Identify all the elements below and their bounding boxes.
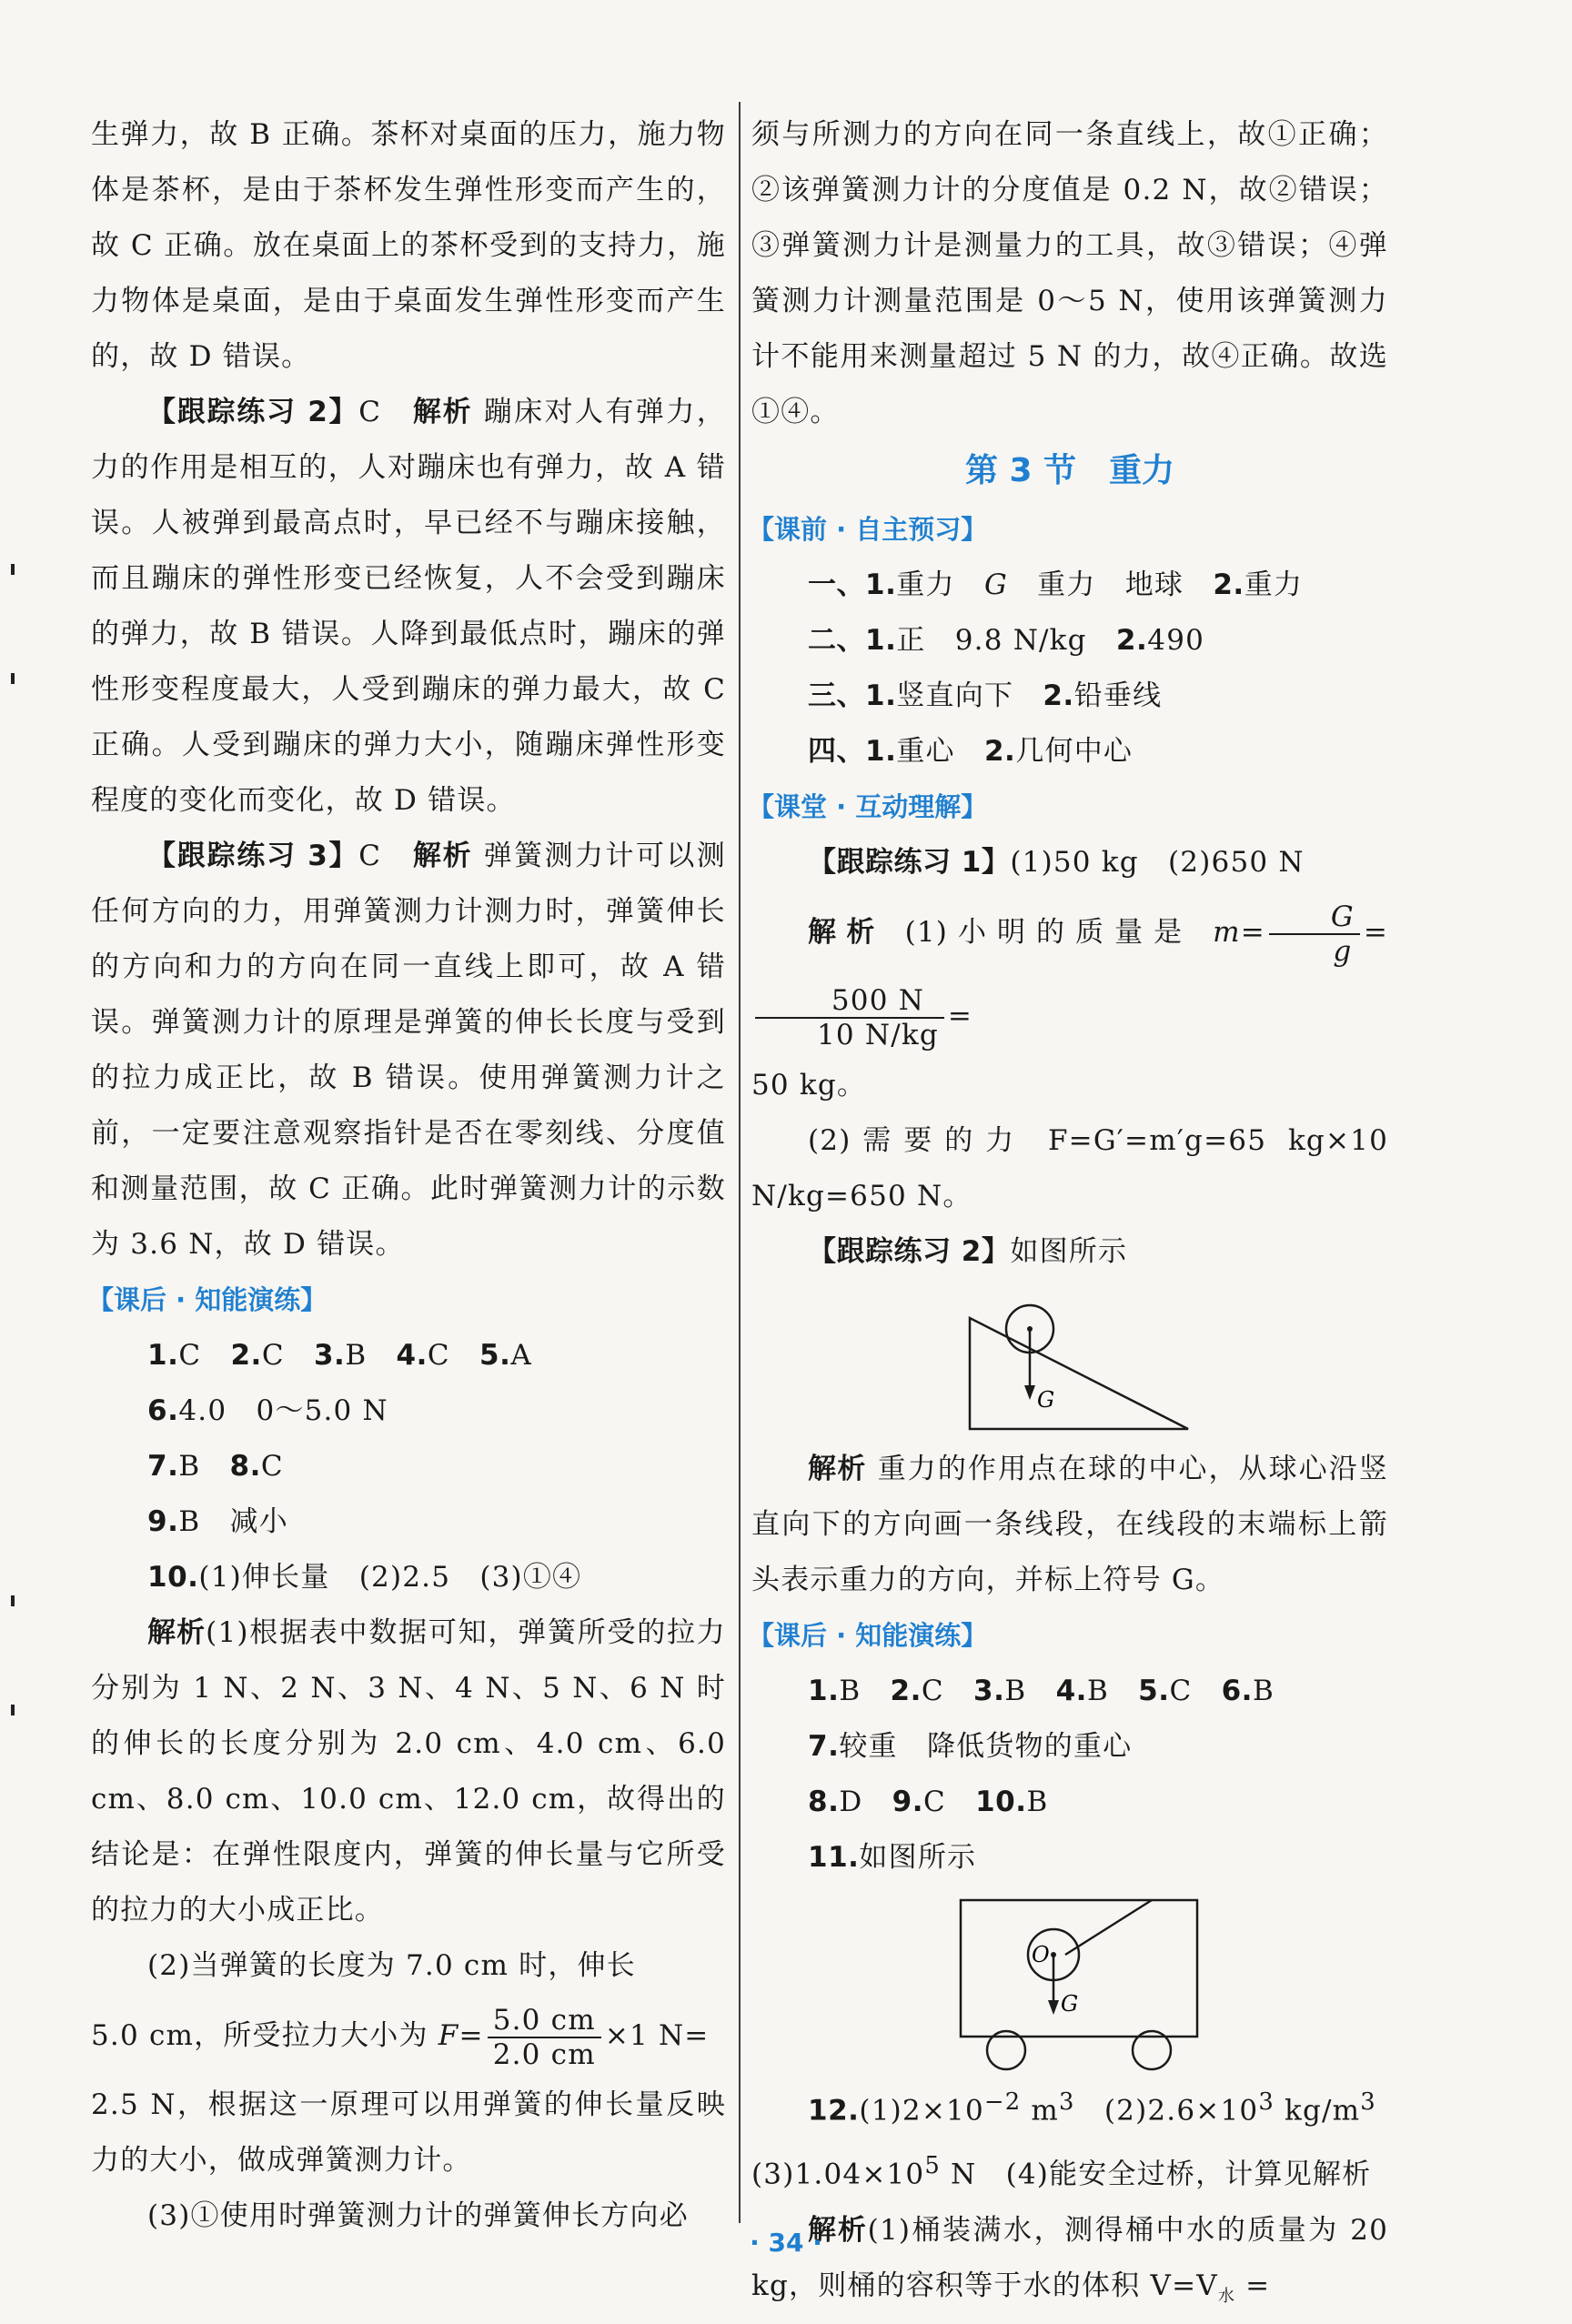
tracking-exercise-3 xyxy=(91,829,726,1273)
paragraph: 须与所测力的方向在同一条直线上，故①正确；②该弹簧测力计的分度值是 0.2 N，故②错误；③弹簧测力计是测量力的工具，故③错误；④弹簧测力计测量范围是 0～5 N，使用该弹簧测力计不能用来测量超过 5 N 的力，故④正确。故选①④。 xyxy=(751,118,1388,428)
paragraph: (3)①使用时弹簧测力计的弹簧伸长方向必 xyxy=(147,2199,689,2232)
arrow-head xyxy=(1024,1385,1035,1400)
answer: C xyxy=(358,396,382,428)
answer-row: 9.B 减小 xyxy=(147,1505,288,1538)
exercise-heading: 【跟踪练习 2】 xyxy=(147,396,359,428)
paragraph: 50 kg。 xyxy=(751,1069,867,1102)
analysis-text: 蹦床对人有弹力，力的作用是相互的，人对蹦床也有弹力，故 A 错误。人被弹到最高点时，早已经不与蹦床接触，而且蹦床的弹性形变已经恢复，人不会受到蹦床的弹力，故 B 错误。人降到最低点时，蹦床的弹性形变程度最大，人受到蹦床的弹力最大，故 C 正确。人受到蹦床的弹力大小，随蹦床弹性形变程度的变化而变化，故 D 错误。 xyxy=(91,396,726,817)
section-heading-pre-class: 【课前 · 自主预习】 xyxy=(748,514,988,545)
paragraph: 生弹力，故 B 正确。茶杯对桌面的压力，施力物体是茶杯，是由于茶杯发生弹性形变而产生的，故 C 正确。放在桌面上的茶杯受到的支持力，施力物体是桌面，是由于桌面发生弹性形变而产生的，故 D 错误。 xyxy=(91,118,726,373)
tracking-exercise-1: 【跟踪练习 1】(1)50 kg (2)650 N xyxy=(808,846,1305,879)
tracking-exercise-2 xyxy=(91,385,726,829)
paragraph: 2.5 N，根据这一原理可以用弹簧的伸长量反映力的大小，做成弹簧测力计。 xyxy=(91,2088,726,2177)
gravity-label: G xyxy=(1061,1991,1079,2017)
tracking-exercise-2: 【跟踪练习 2】如图所示 xyxy=(808,1235,1128,1268)
answer-row: 四、1.重心 2.几何中心 xyxy=(808,735,1134,768)
truck-figure xyxy=(933,1889,1206,2071)
answer-row: 一、1.重力 G 重力 地球 2.重力 xyxy=(808,568,1304,601)
analysis-q10-part2: (2)当弹簧的长度为 7.0 cm 时，伸长 xyxy=(147,1949,636,1982)
fraction: $\frac{500 N}{10 N/kg}$ xyxy=(755,984,944,1051)
analysis-paragraph: 解析(1)桶装满水，测得桶中水的质量为 20 kg，则桶的容积等于水的体积 $V=V_水$ = xyxy=(751,2213,1389,2306)
margin-mark xyxy=(11,564,15,575)
answer-row: $(3)1.04\times 10^5$ N (4)能安全过桥，计算见解析 xyxy=(751,2152,1372,2191)
truck-body xyxy=(961,1900,1197,2037)
analysis-label: 解析 xyxy=(147,1616,207,1649)
section-heading-after-class: 【课后 · 知能演练】 xyxy=(748,1620,988,1651)
analysis-label: 解析 xyxy=(412,840,473,872)
chapter-title: 第 3 节 重力 xyxy=(964,452,1175,489)
answer-row: 7.B 8.C xyxy=(147,1450,284,1483)
answer-row: 二、1.正 9.8 N/kg 2.490 xyxy=(808,624,1205,657)
analysis-label: 解析 xyxy=(808,1453,867,1485)
answer-row: 10.(1)伸长量 (2)2.5 (3)①④ xyxy=(147,1561,582,1594)
ball-on-incline-figure xyxy=(933,1283,1206,1438)
section-heading-after-class: 【课后 · 知能演练】 xyxy=(87,1284,328,1315)
answer-row: 1.C 2.C 3.B 4.C 5.A xyxy=(147,1339,532,1372)
arrow-head xyxy=(1048,2000,1059,2015)
incline-triangle xyxy=(970,1318,1188,1429)
center-label: O xyxy=(1032,1942,1050,1967)
answer-row: 1.B 2.C 3.B 4.B 5.C 6.B xyxy=(808,1675,1275,1707)
analysis-q10-part1: 解析(1)根据表中数据可知，弹簧所受的拉力分别为 1 N、2 N、3 N、4 N、5 N、6 N 时的伸长的长度分别为 2.0 cm、4.0 cm、6.0 cm、8.0 cm、10.0 cm、12.0 cm，故得出的结论是：在弹性限度内，弹簧的伸长量与它所受的拉力的大小成正比。 xyxy=(91,1616,727,1927)
answer-row: $12.(1)2\times 10^{-2}$ $m^3$ $(2)2.6\times 10^3$ $kg/m^3$ xyxy=(808,2088,1376,2128)
analysis-text: 弹簧测力计可以测任何方向的力，用弹簧测力计测力时，弹簧伸长的方向和力的方向在同一直线上即可，故 A 错误。弹簧测力计的原理是弹簧的伸长长度与受到的拉力成正比，故 B 错误。使用弹簧测力计之前，一定要注意观察指针是否在零刻线、分度值和测量范围，故 C 正确。此时弹簧测力计的示数为 3.6 N，故 D 错误。 xyxy=(91,840,726,1261)
margin-mark xyxy=(11,673,15,684)
page-number: · 34 · xyxy=(750,2228,822,2258)
right-column xyxy=(748,107,1389,2324)
fraction: $\frac{5.0 cm}{2.0 cm}$ xyxy=(488,2004,601,2071)
exercise-heading: 【跟踪练习 3】 xyxy=(147,840,359,872)
analysis-label: 解析 xyxy=(412,396,473,428)
formula-line: 解析 (1)小明的质量是 m= $\frac{G}{g}$ = $\frac{500 N}{10 N/kg}$ = xyxy=(751,890,1388,1058)
formula-line: 5.0 cm，所受拉力大小为 F= $\frac{5.0 cm}{2.0 cm}$ ×1 N= xyxy=(91,2003,710,2071)
analysis-paragraph: 解析 重力的作用点在球的中心，从球心沿竖直向下的方向画一条线段，在线段的末端标上箭头表示重力的方向，并标上符号 G。 xyxy=(751,1453,1389,1596)
left-column xyxy=(87,107,727,2244)
section-heading-in-class: 【课堂 · 互动理解】 xyxy=(748,791,988,822)
margin-mark xyxy=(11,1705,15,1715)
answer-row: 11.如图所示 xyxy=(808,1841,977,1874)
analysis-label: 解析 xyxy=(808,916,885,949)
answer: C xyxy=(358,840,382,872)
answer-row: 7.较重 降低货物的重心 xyxy=(808,1730,1133,1763)
fraction: $\frac{G}{g}$ xyxy=(1269,900,1360,968)
answer-row: 三、1.竖直向下 2.铅垂线 xyxy=(808,679,1163,712)
paragraph: (2)需要的力 F=G′=m′g=65 kg×10 N/kg=650 N。 xyxy=(751,1124,1388,1212)
column-divider xyxy=(739,102,741,2223)
analysis-label: 解析 xyxy=(808,2213,868,2247)
gravity-label: G xyxy=(1037,1387,1055,1413)
answer-row: 6.4.0 0～5.0 N xyxy=(147,1394,388,1427)
answer-row: 8.D 9.C 10.B xyxy=(808,1786,1049,1818)
margin-mark xyxy=(11,1595,15,1606)
